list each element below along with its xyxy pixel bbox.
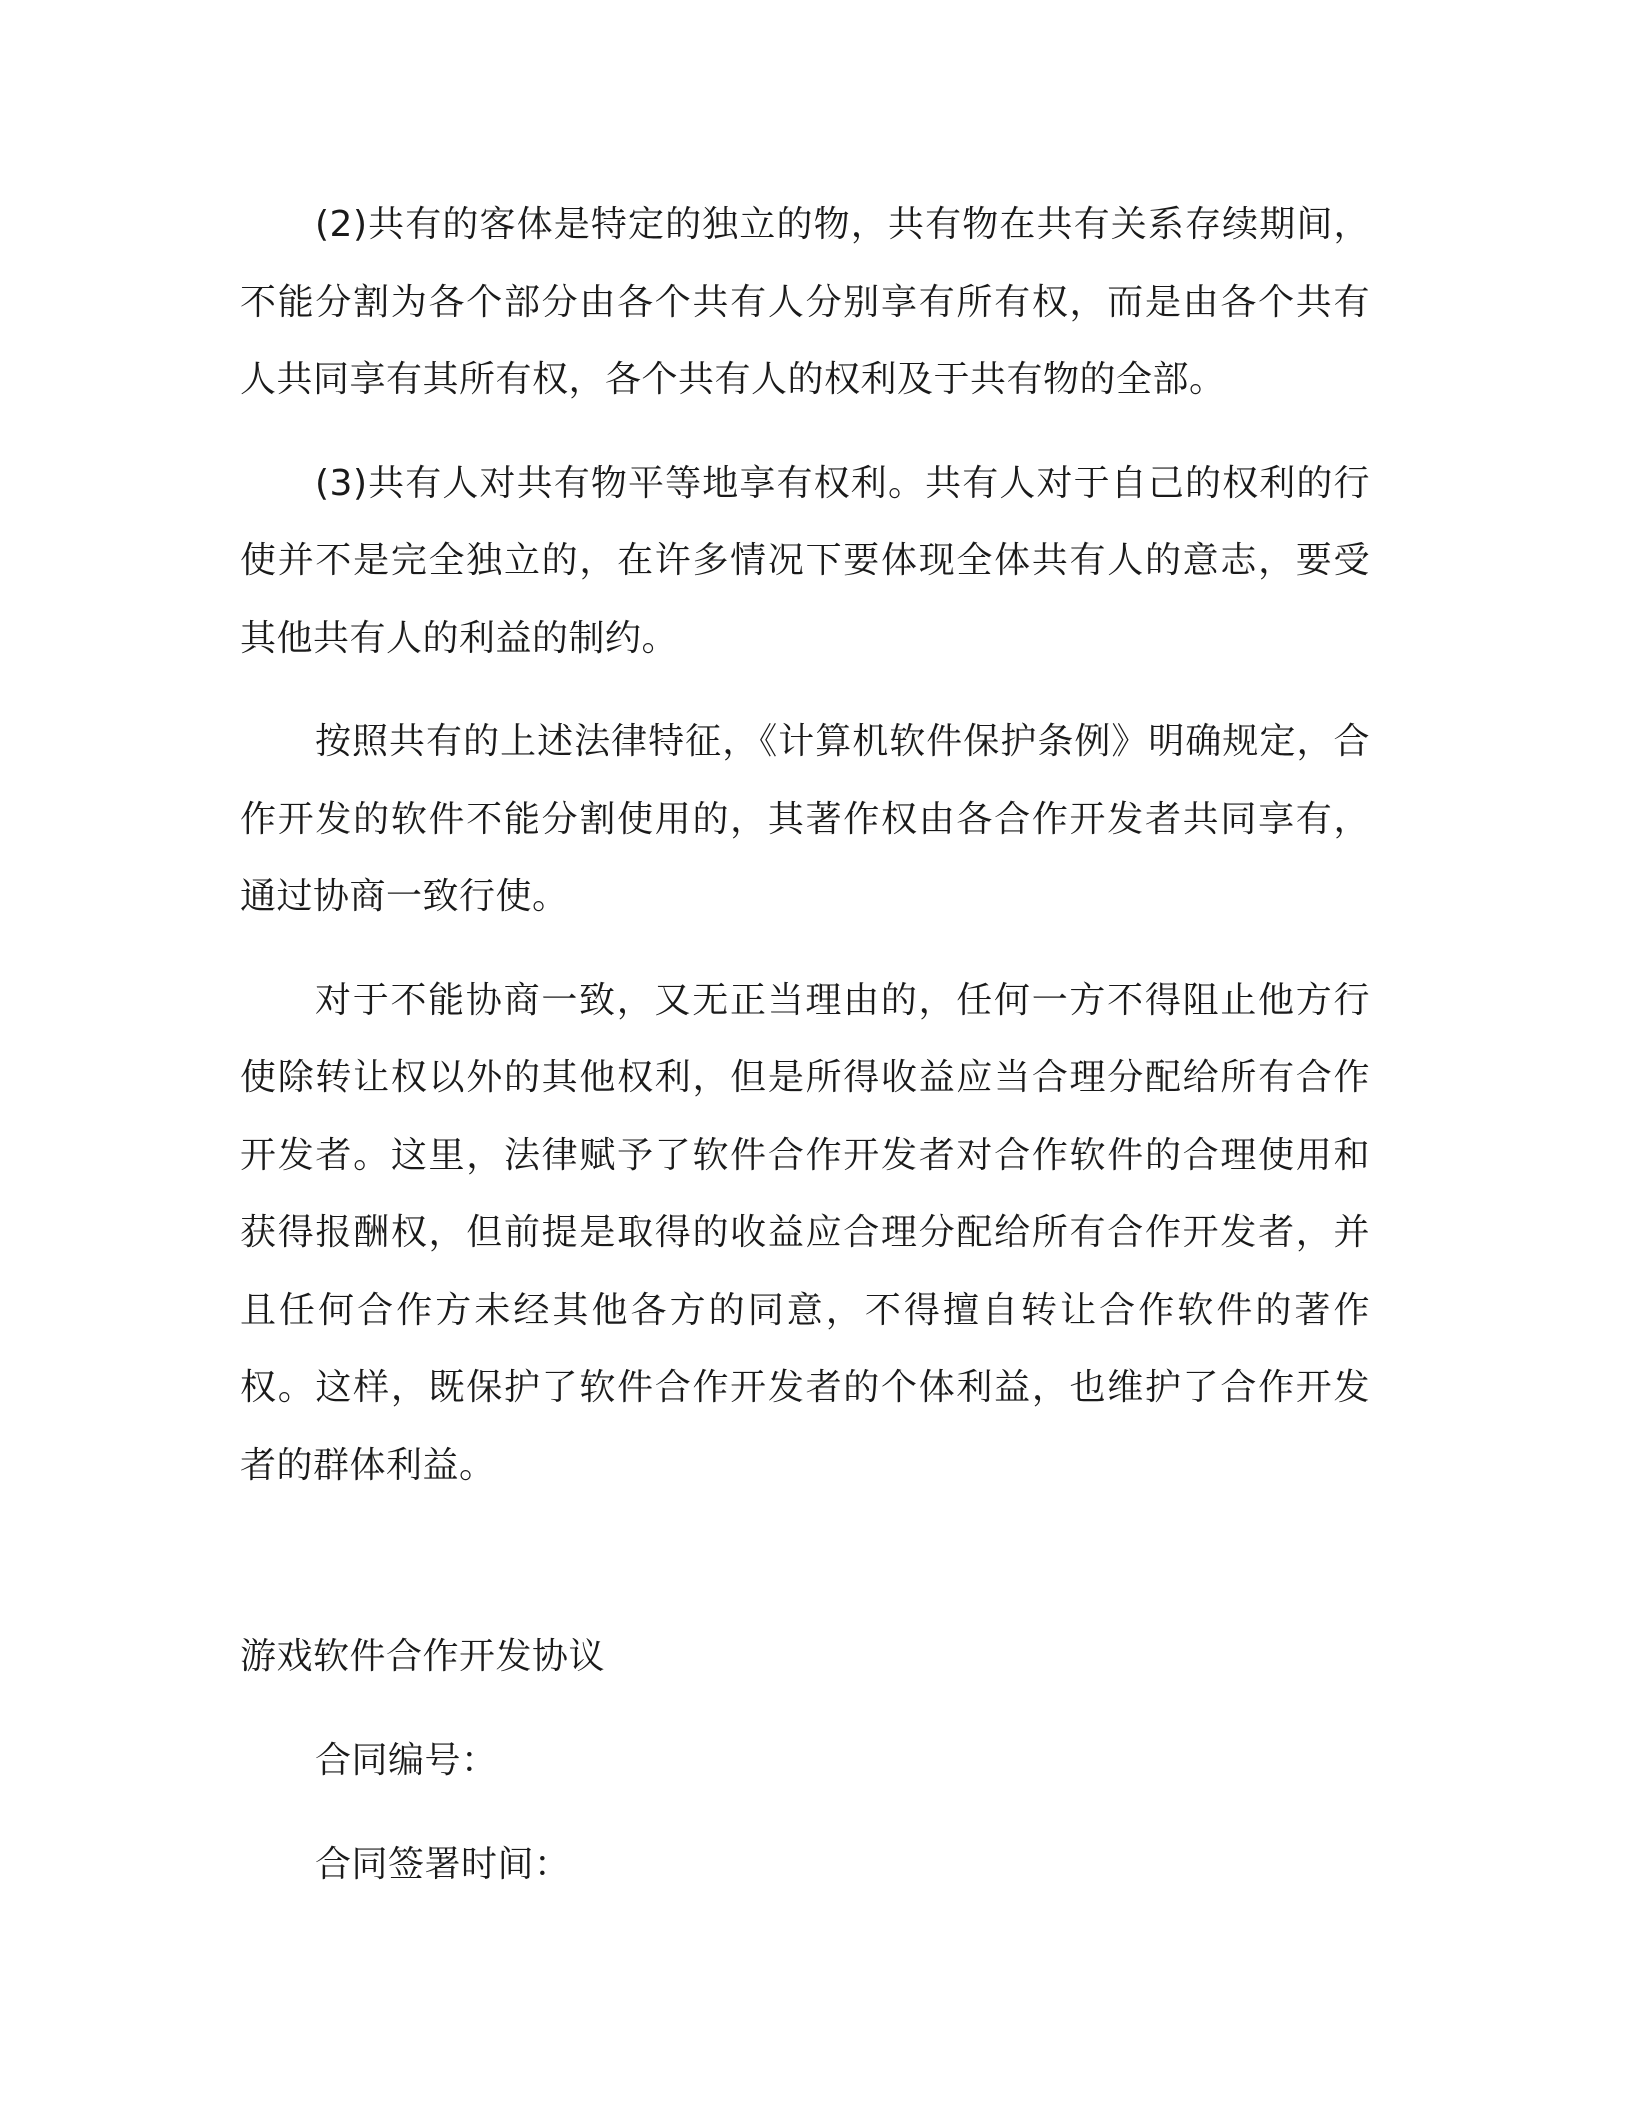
agreement-title: 游戏软件合作开发协议 bbox=[240, 1636, 606, 1677]
paragraph-revenue-distribution: 对于不能协商一致，又无正当理由的，任何一方不得阻止他方行使除转让权以外的其他权利，但是所得收益应当合理分配给所有合作开发者。这里，法律赋予了软件合作开发者对合作软件的合理使用和获得报酬权，但前提是取得的收益应合理分配给所有合作开发者，并且任何合作方未经其他各方的同意，不得擅自转让合作软件的著作权。这样，既保护了软件合作开发者的个体利益，也维护了合作开发者的群体利益。 bbox=[240, 979, 1370, 1486]
paragraph-co-ownership-object: (2)共有的客体是特定的独立的物，共有物在共有关系存续期间，不能分割为各个部分由各个共有人分别享有所有权，而是由各个共有人共同享有其所有权，各个共有人的权利及于共有物的全部。 bbox=[240, 204, 1370, 400]
paragraph-equal-rights: (3)共有人对共有物平等地享有权利。共有人对于自己的权利的行使并不是完全独立的，在许多情况下要体现全体共有人的意志，要受其他共有人的利益的制约。 bbox=[240, 462, 1370, 659]
contract-number-label: 合同编号： bbox=[315, 1740, 498, 1781]
body-text bbox=[240, 186, 1370, 1530]
signing-time-label: 合同签署时间： bbox=[315, 1844, 571, 1885]
paragraph-software-regulation: 按照共有的上述法律特征，《计算机软件保护条例》明确规定，合作开发的软件不能分割使用的，其著作权由各合作开发者共同享有，通过协商一致行使。 bbox=[240, 721, 1370, 917]
